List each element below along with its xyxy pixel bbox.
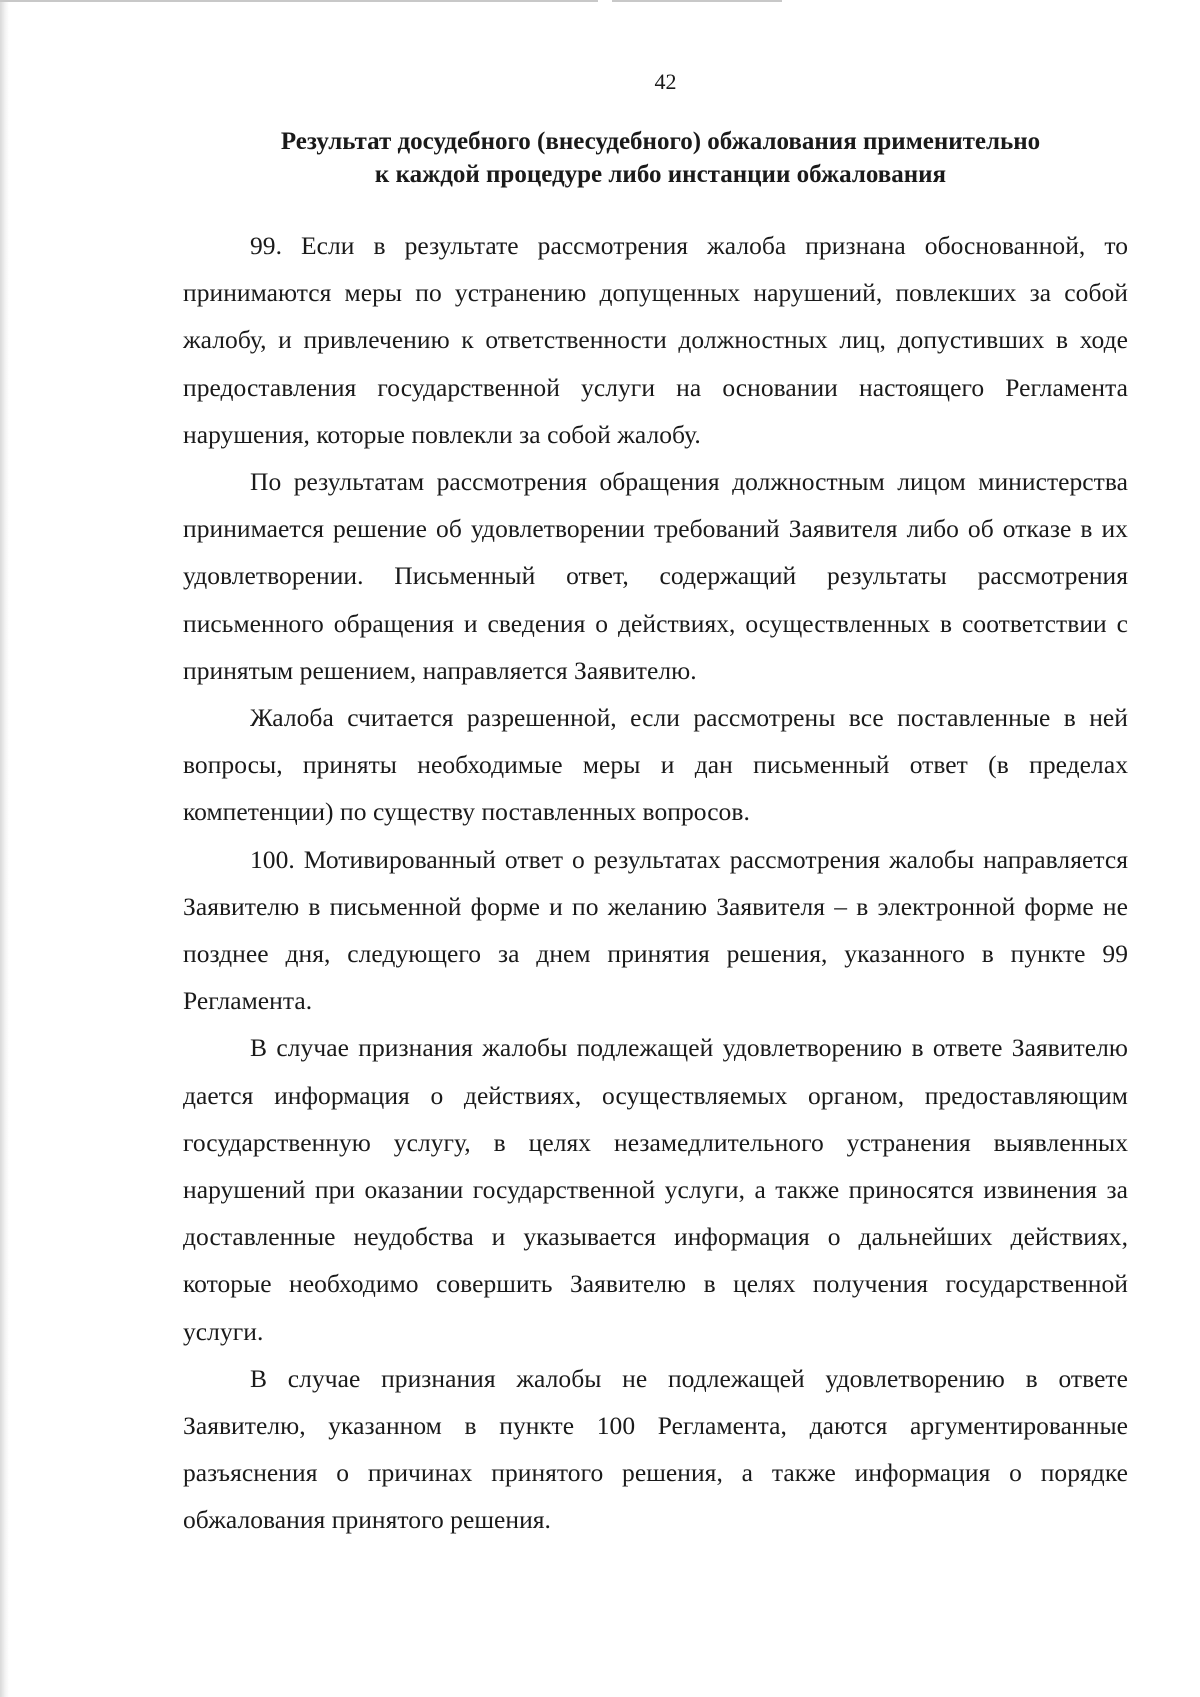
scan-edge-top <box>0 0 598 2</box>
page-number: 42 <box>654 69 677 94</box>
paragraph-99: 99. Если в результате рассмотрения жалоба признана обоснованной, то принимаются меры по устранению допущенных нарушений, повлекших за собой жалобу, и привлечению к ответственности должностных лиц, допустивших в ходе предоставления государственной услуги на основании настоящего Регламента нарушения, которые повлекли за собой жалобу. <box>183 231 1128 449</box>
paragraph-100: 100. Мотивированный ответ о результатах рассмотрения жалобы направляется Заявителю в письменной форме и по желанию Заявителя – в электронной форме не позднее дня, следующего за днем принятия решения, указанного в пункте 99 Регламента. <box>183 844 1128 1016</box>
paragraph-satisfied: В случае признания жалобы подлежащей удовлетворению в ответе Заявителю дается информация о действиях, осуществляемых органом, предоставляющим государственную услугу, в целях незамедлительного устранения выявленных нарушений при оказании государственной услуги, а также приносятся извинения за доставленные неудобства и указывается информация о дальнейших действиях, которые необходимо совершить Заявителю в целях получения государственной услуги. <box>183 1033 1128 1346</box>
section-title-line: Результат досудебного (внесудебного) обжалования применительно <box>280 128 1041 155</box>
scan-edge-top <box>612 0 782 2</box>
paragraph-not-satisfied: В случае признания жалобы не подлежащей удовлетворению в ответе Заявителю, указанном в пункте 100 Регламента, даются аргументированные разъяснения о причинах принятого решения, а также информация о порядке обжалования принятого решения. <box>183 1363 1128 1535</box>
paragraph-decision: По результатам рассмотрения обращения должностным лицом министерства принимается решение об удовлетворении требований Заявителя либо об отказе в их удовлетворении. Письменный ответ, содержащий результаты рассмотрения письменного обращения и сведения о действиях, осуществленных в соответствии с принятым решением, направляется Заявителю. <box>183 467 1128 685</box>
section-title-line: к каждой процедуре либо инстанции обжалования <box>374 161 947 188</box>
scan-edge-left <box>0 0 9 1697</box>
section-title <box>183 125 1128 191</box>
document-page <box>183 62 1128 1544</box>
paragraph-resolved: Жалоба считается разрешенной, если рассмотрены все поставленные в ней вопросы, приняты необходимые меры и дан письменный ответ (в пределах компетенции) по существу поставленных вопросов. <box>183 703 1128 827</box>
